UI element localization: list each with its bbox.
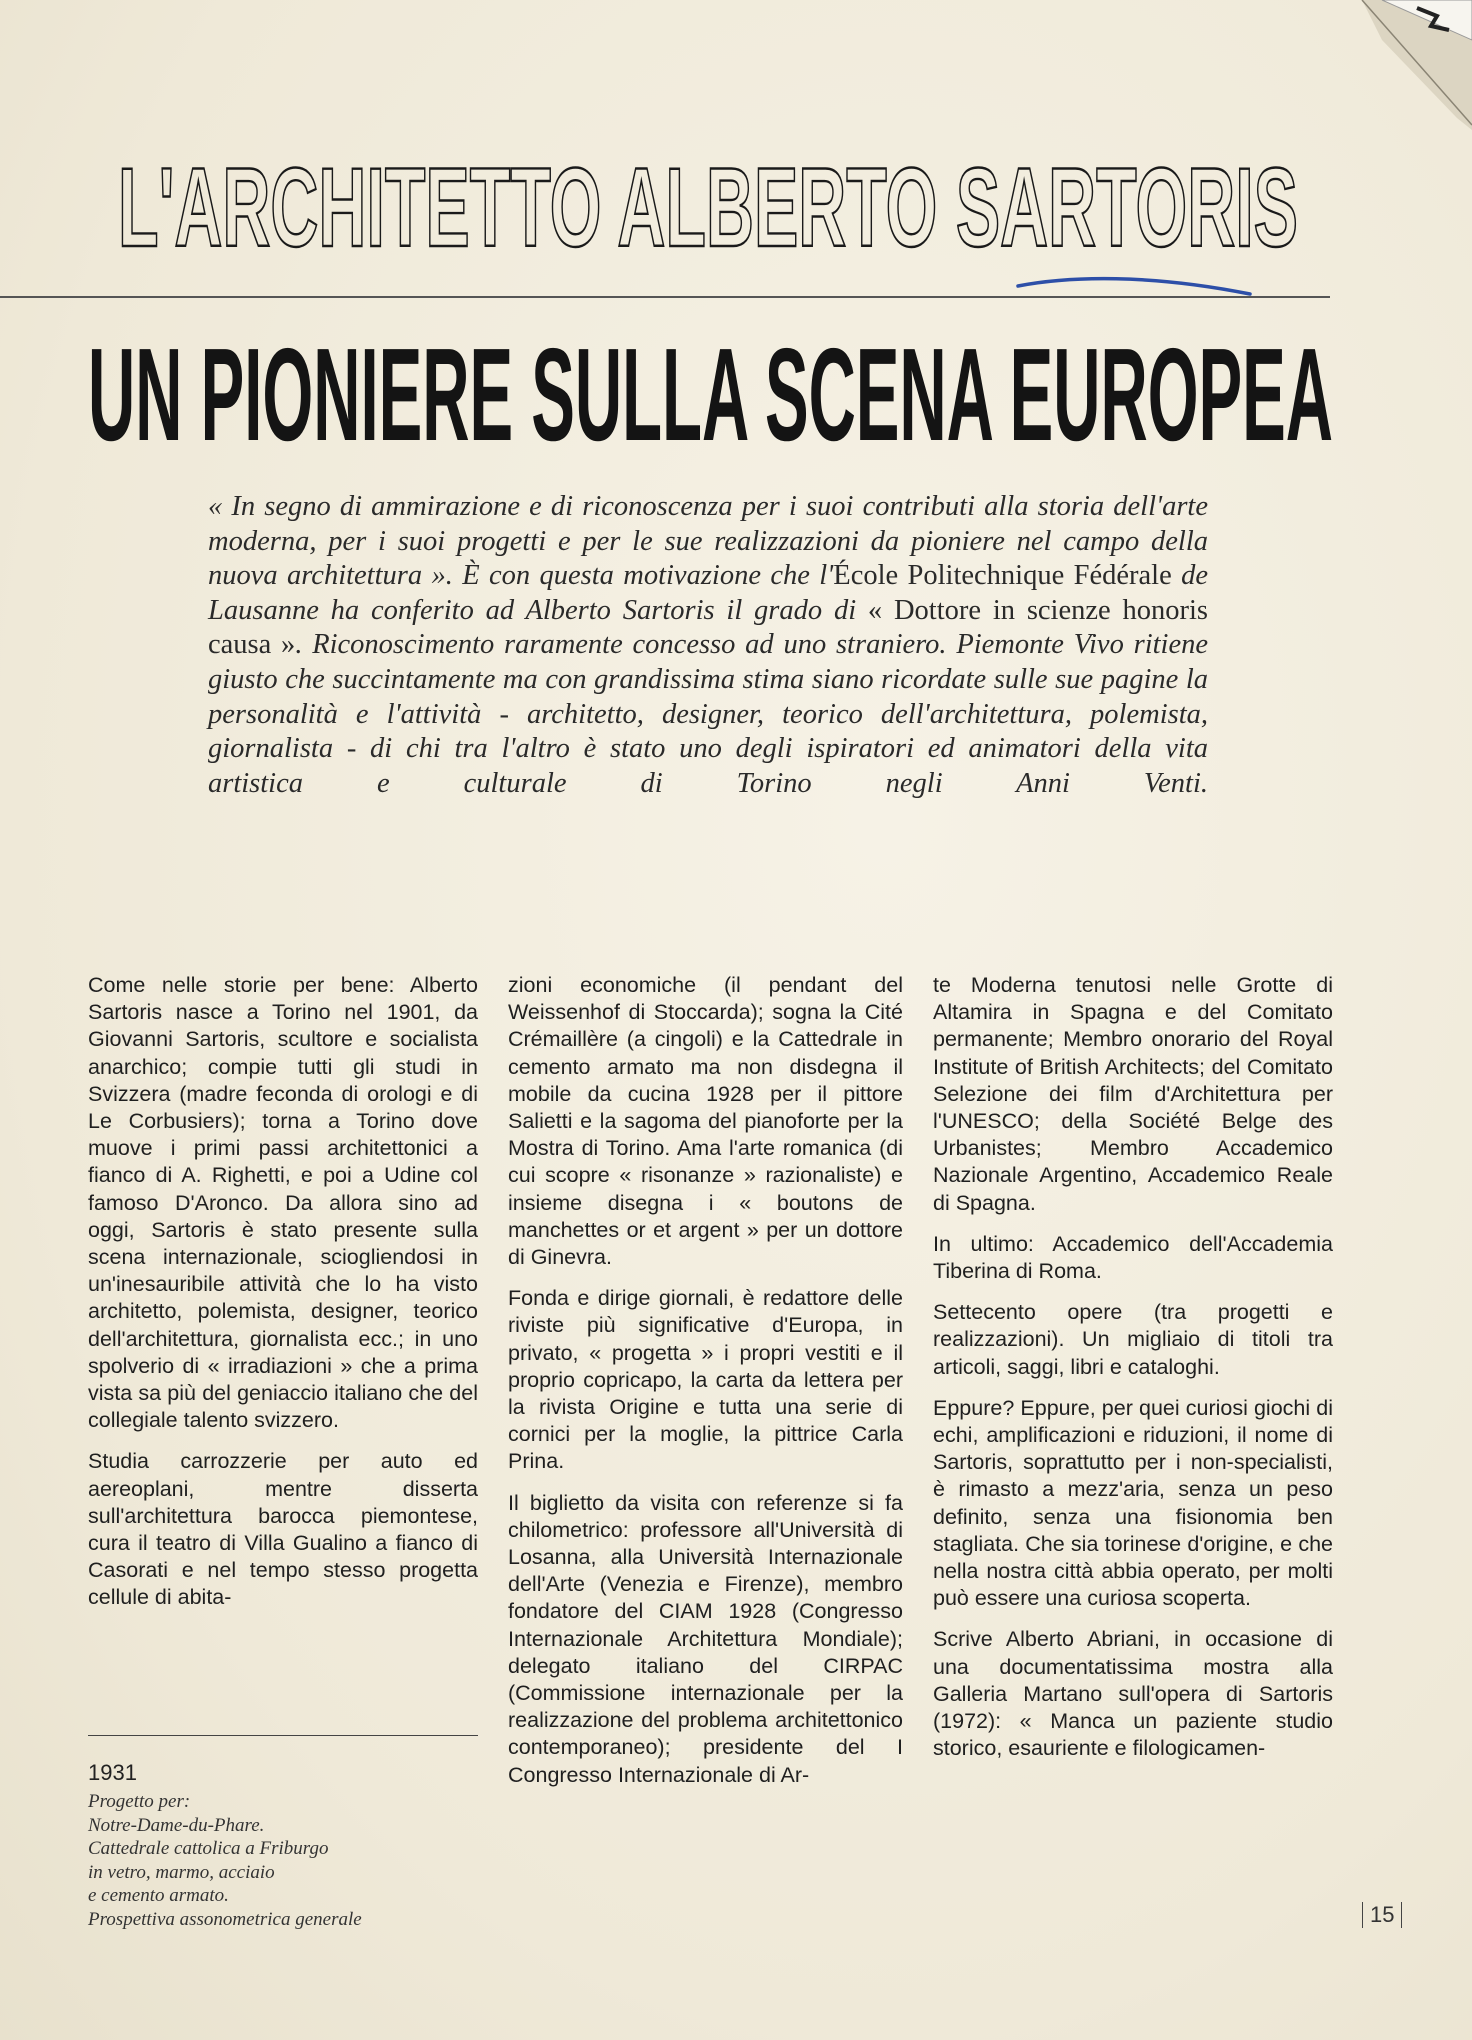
caption-line: e cemento armato.	[88, 1885, 229, 1906]
caption-year: 1931	[88, 1760, 137, 1785]
caption-line: Prospettiva assonometrica generale	[88, 1908, 362, 1930]
caption-line: Notre-Dame-du-Phare.	[88, 1814, 265, 1836]
body-column-3	[933, 972, 1333, 1776]
paragraph: Settecento opere (tra progetti e realizzazioni). Un migliaio di titoli tra articoli, saggi, libri e cataloghi.	[933, 1300, 1333, 1379]
figure-caption	[88, 1790, 488, 1931]
paragraph: Eppure? Eppure, per quei curiosi giochi di echi, amplificazioni e riduzioni, il nome di Sartoris, soprattutto per i non-specialisti, è rimasto a mezz'aria, senza un peso definito, senza una fisionomia ben stagliata. Che sia torinese d'origine, e che nella nostra città abbia operato, per molti può essere una curiosa scoperta.	[933, 1395, 1333, 1611]
page-number: 15	[1362, 1902, 1402, 1928]
kicker-title	[118, 150, 1298, 255]
headline	[88, 325, 1333, 455]
headline-text: UN PIONIERE SULLA SCENA EUROPEA	[88, 325, 1333, 455]
paragraph: te Moderna tenutosi nelle Grotte di Altamira in Spagna e del Comitato permanente; Membro onorario del Royal Institute of British Architects; del Comitato Selezione dei film d'Architettura per l'UNESCO; della Société Belge des Urbanistes; Membro Accademico Nazionale Argentino, Accademico Reale di Spagna.	[933, 973, 1333, 1215]
torn-corner	[1322, 0, 1472, 130]
paragraph: zioni economiche (il pendant del Weissenhof di Stoccarda); sogna la Cité Crémaillère (a cingoli) e la Cattedrale in cemento armato ma non disdegna il mobile da cucina 1928 per il pittore Salietti e la sagoma del pianoforte per la Mostra di Torino. Ama l'arte romanica (di cui scopre « risonanze » razionaliste) e insieme disegna i « boutons de manchettes or et argent » per un dottore di Ginevra.	[508, 973, 903, 1270]
caption-line: in vetro, marmo, acciaio	[88, 1861, 275, 1883]
paragraph: In ultimo: Accademico dell'Accademia Tiberina di Roma.	[933, 1231, 1333, 1284]
caption-line: Cattedrale cattolica a Friburgo	[88, 1838, 329, 1859]
caption-line: Progetto per:	[88, 1791, 191, 1812]
paragraph: Studia carrozzerie per auto ed aereoplani, mentre disserta sull'architettura barocca piemontese, cura il teatro di Villa Gualino a fianco di Casorati e nel tempo stesso progetta cellule di abita-	[88, 1449, 478, 1610]
intro-degree: « Dottore in scienze honoris causa »	[208, 594, 1208, 661]
paragraph: Come nelle storie per bene: Alberto Sartoris nasce a Torino nel 1901, da Giovanni Sartoris, scultore e socialista anarchico; compie tutti gli studi in Svizzera (madre feconda di orologi e di Le Corbusiers); torna a Torino dove muove i primi passi architettonici a fianco di A. Righetti, e poi a Udine col famoso D'Aronco. Da allora sino ad oggi, Sartoris è stato presente sulla scena internazionale, sciogliendosi in un'inesauribile attività che lo ha visto architetto, polemista, designer, teorico dell'architettura, giornalista ecc.; in uno spolverio di « irradiazioni » che a prima vista sa più del geniaccio italiano che del collegiale talento svizzero.	[88, 973, 478, 1433]
intro-part-1: « In segno di ammirazione e di riconoscenza per i suoi contributi alla storia dell'arte moderna, per i suoi progetti e per le sue realizzazioni da pioniere nel campo della nuova architettura ». È con questa motivazione che l'	[208, 491, 1208, 592]
paragraph: Scrive Alberto Abriani, in occasione di una documentatissima mostra alla Galleria Martano sull'opera di Sartoris (1972): « Manca un paziente studio storico, esauriente e filologicamen-	[933, 1627, 1333, 1761]
intro-school-name: École Politechnique Fédérale	[833, 560, 1172, 592]
intro-part-2: de Lausanne ha conferito ad Alberto Sartoris il grado di	[208, 560, 1208, 626]
caption-rule	[88, 1735, 478, 1736]
intro-part-3: . Riconoscimento raramente concesso ad uno straniero. Piemonte Vivo ritiene giusto che succintamente ma con grandissima stima siano ricordate sulle sue pagine la personalità e l'attività - architetto, designer, teorico dell'architettura, polemista, giornalista - di chi tra l'altro è stato uno degli ispiratori ed animatori della vita artistica e culturale di Torino negli Anni Venti.	[208, 629, 1208, 799]
kicker-text: L'ARCHITETTO ALBERTO SARTORIS	[118, 150, 1298, 255]
paragraph: Fonda e dirige giornali, è redattore delle riviste più significative d'Europa, in privato, « progetta » i propri vestiti e il proprio copricapo, la carta da lettera per la rivista Origine e tutta una serie di cornici per la moglie, la pittrice Carla Prina.	[508, 1286, 903, 1474]
body-column-1	[88, 972, 478, 1626]
paragraph: Il biglietto da visita con referenze si fa chilometrico: professore all'Università di Losanna, alla Università Internazionale dell'Arte (Venezia e Firenze), membro fondatore del CIAM 1928 (Congresso Internazionale Architettura Mondiale); delegato italiano del CIRPAC (Commissione internazionale per la realizzazione del problema architettonico contemporaneo); presidente del I Congresso Internazionale di Ar-	[508, 1490, 903, 1787]
body-column-2	[508, 972, 903, 1803]
pen-underline-mark	[1010, 270, 1260, 310]
intro-paragraph	[208, 490, 1208, 801]
